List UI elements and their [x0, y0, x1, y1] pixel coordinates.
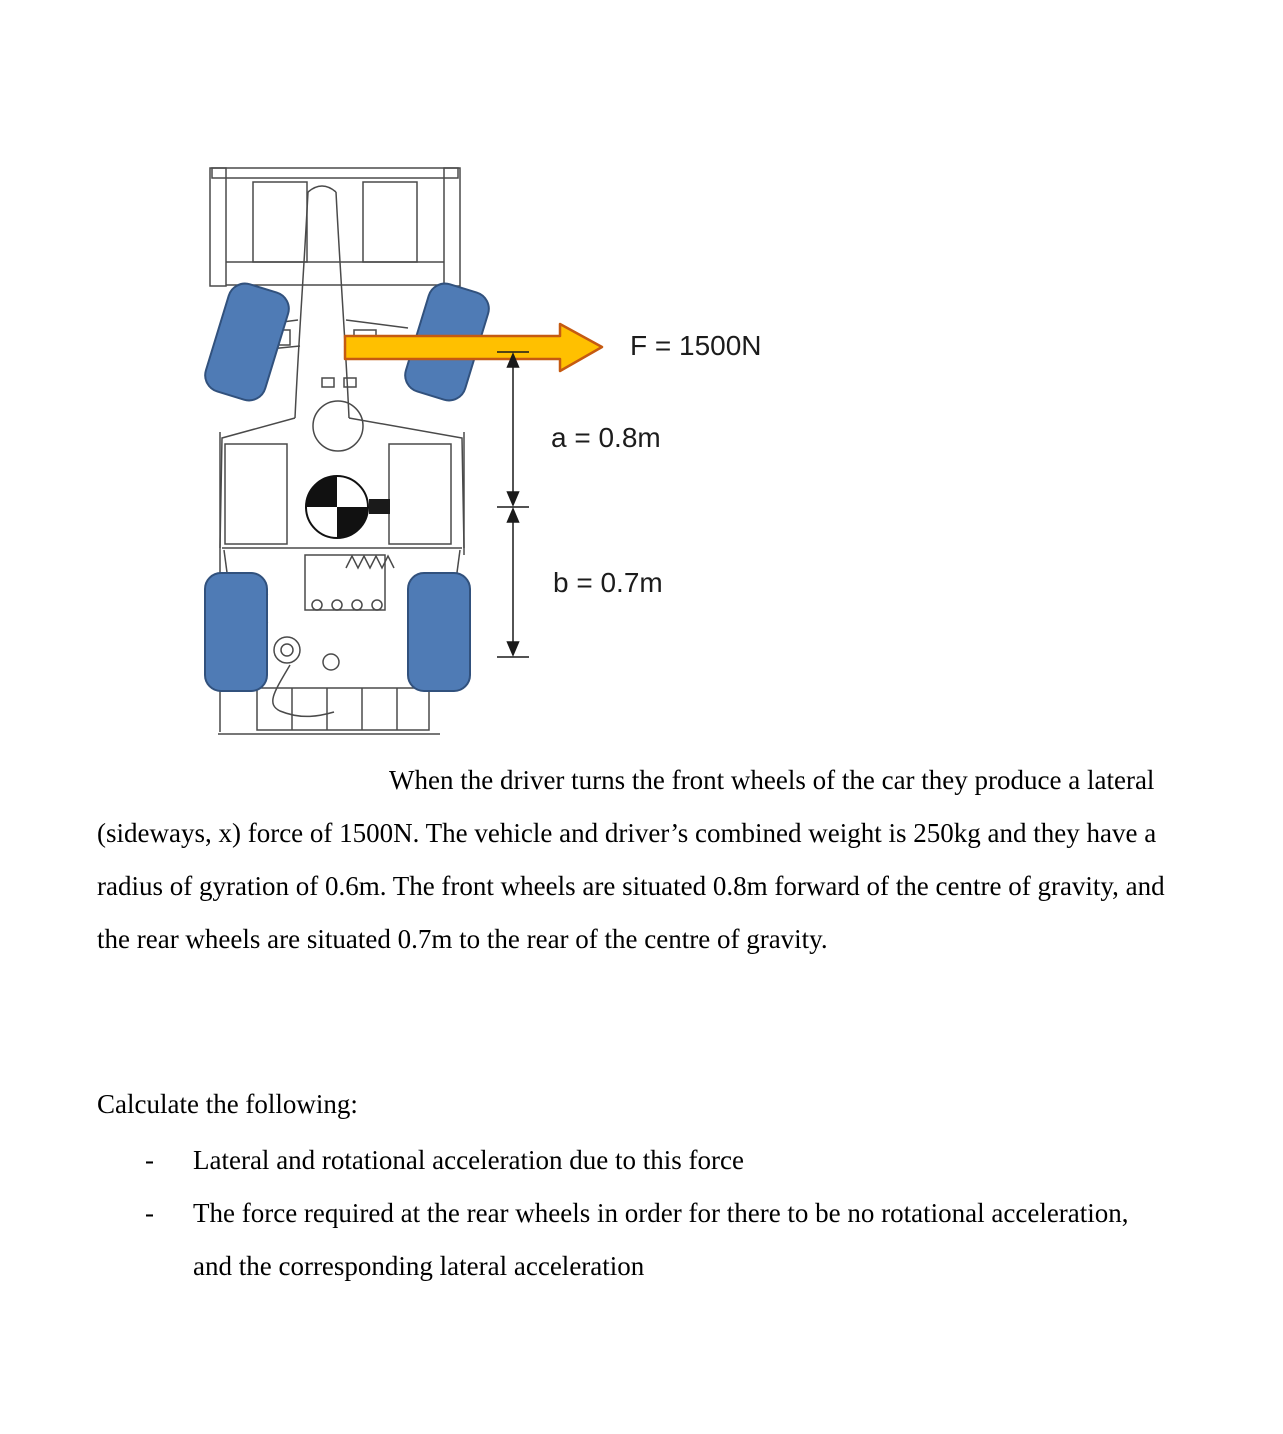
task-item	[145, 1134, 1153, 1187]
task-list	[145, 1134, 1153, 1293]
dimension-lines	[497, 352, 529, 657]
front-wing	[210, 168, 460, 286]
force-value-label: F = 1500N	[630, 330, 762, 361]
task-item-text: Lateral and rotational acceleration due to this force	[193, 1145, 744, 1175]
front-left-tyre	[201, 279, 293, 404]
rear-right-tyre	[408, 573, 470, 691]
dimension-a-label: a = 0.8m	[551, 422, 661, 453]
task-item	[145, 1187, 1153, 1293]
problem-statement: When the driver turns the front wheels of the car they produce a lateral (sideways, x) force of 1500N. The vehicle and driver’s combined weight is 250kg and they have a radius of gyration of 0.6m. The front wheels are situated 0.8m forward of the centre of gravity, and the rear wheels are situated 0.7m to the rear of the centre of gravity.	[97, 765, 1165, 954]
task-item-text: The force required at the rear wheels in order for there to be no rotational acceleration, and the corresponding lateral acceleration	[193, 1198, 1129, 1281]
force-diagram	[150, 150, 870, 775]
centre-of-gravity-marker	[306, 476, 390, 538]
calculate-heading: Calculate the following:	[97, 1089, 358, 1119]
cg-badge	[369, 499, 390, 514]
bullet-dash: -	[145, 1198, 154, 1228]
dimension-b-label: b = 0.7m	[553, 567, 663, 598]
bullet-dash: -	[145, 1145, 154, 1175]
car-top-view-drawing	[150, 150, 870, 775]
rear-left-tyre	[205, 573, 267, 691]
